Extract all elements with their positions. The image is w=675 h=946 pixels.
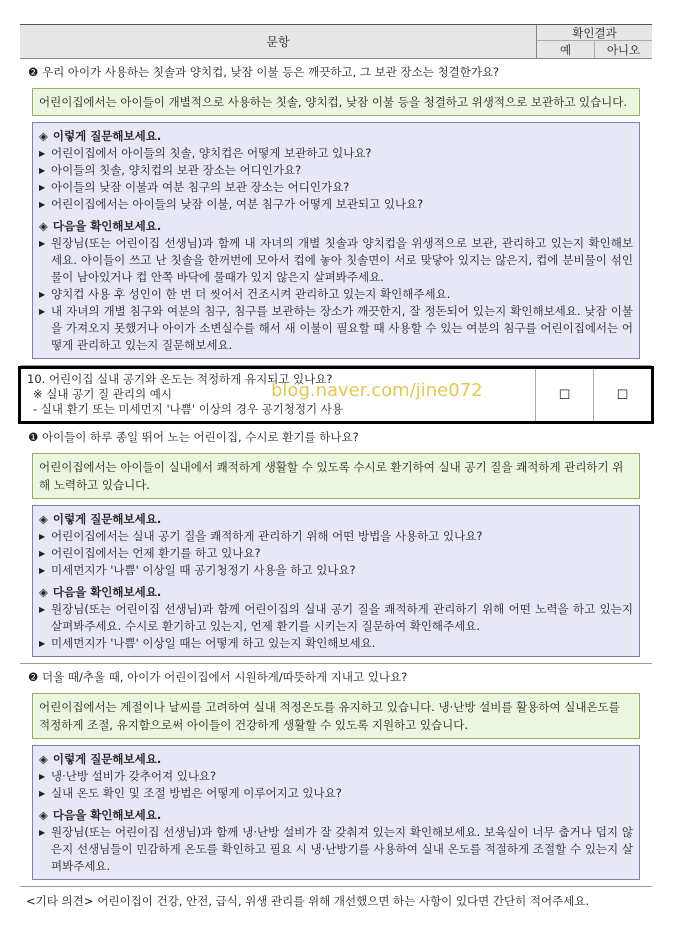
guide-box	[32, 122, 640, 359]
question-10-example: - 실내 환기 또는 미세먼지 '나쁨' 이상의 경우 공기청정기 사용	[33, 402, 343, 416]
table-header	[20, 25, 652, 59]
triangle-bullet-icon: ▶	[39, 639, 46, 648]
triangle-bullet-icon: ▶	[39, 566, 46, 575]
header-result	[537, 25, 652, 58]
list-item: ▶ 아이들의 낮잠 이불과 여분 침구의 보관 장소는 어디인가요?	[39, 180, 350, 194]
answer-box: 어린이집에서는 아이들이 실내에서 쾌적하게 생활할 수 있도록 수시로 환기하여 실내 공기 질을 쾌적하게 관리하기 위해 노력하고 있습니다.	[32, 453, 640, 499]
header-item: 문항	[20, 25, 537, 58]
list-item: ▶ 어린이집에서는 아이들의 낮잠 이불, 여분 침구가 어떻게 보관되고 있나요?	[39, 197, 424, 211]
check-title: ◈ 다음을 확인해보세요.	[39, 219, 162, 233]
answer-box: 어린이집에서는 아이들이 개별적으로 사용하는 칫솔, 양치컵, 낮잠 이불 등을 청결하고 위생적으로 보관하고 있습니다.	[32, 88, 640, 116]
guide-box	[32, 745, 640, 880]
list-item: ▶ 아이들의 칫솔, 양치컵의 보관 장소는 어디인가요?	[39, 163, 302, 177]
other-opinions	[20, 887, 652, 915]
list-item: ▶ 원장님(또는 어린이집 선생님)과 함께 내 자녀의 개별 칫솔과 양치컵을 위생적으로 보관, 관리하고 있는지 확인해보세요. 아이들이 쓰고 난 칫솔을 한꺼번에 모아서 컵에 놓아 칫솔면이 서로 맞닿아 있지는 않은지, 컵에 분비물이 섞인 물이 남아있거나 컵 안쪽 바닥에 물때가 있지 않은지 살펴봐주세요.	[39, 236, 633, 284]
list-item: ▶ 어린이집에서는 실내 공기 질을 쾌적하게 관리하기 위해 어떤 방법을 사용하고 있나요?	[39, 529, 483, 543]
list-item: ▶ 미세먼지가 '나쁨' 이상일 때는 어떻게 하고 있는지 확인해보세요.	[39, 636, 376, 650]
question-10-text	[21, 369, 535, 421]
triangle-bullet-icon: ▶	[39, 200, 46, 209]
section-temperature	[20, 664, 652, 887]
question: ❶ 아이들이 하루 종일 뛰어 노는 어린이집, 수시로 환기를 하나요?	[28, 430, 359, 444]
guide-box	[32, 505, 640, 657]
section-ventilation	[20, 424, 652, 664]
diamond-icon: ◈	[39, 585, 48, 599]
question: ❷ 더울 때/추울 때, 아이가 어린이집에서 시원하게/따뜻하게 지내고 있나요?	[28, 670, 408, 684]
section-toothbrush	[20, 59, 652, 366]
triangle-bullet-icon: ▶	[39, 183, 46, 192]
question-10-title: 10. 어린이집 실내 공기와 온도는 적정하게 유지되고 있나요?	[27, 372, 333, 386]
list-item: ▶ 어린이집에서 아이들의 칫솔, 양치컵은 어떻게 보관하고 있나요?	[39, 146, 372, 160]
checkbox-no[interactable]: ☐	[593, 369, 651, 421]
triangle-bullet-icon: ▶	[39, 549, 46, 558]
list-item: ▶ 실내 온도 확인 및 조절 방법은 어떻게 이루어지고 있나요?	[39, 786, 342, 800]
triangle-bullet-icon: ▶	[39, 290, 46, 299]
other-opinions-label: <기타 의견>	[26, 894, 94, 908]
triangle-bullet-icon: ▶	[39, 149, 46, 158]
diamond-icon: ◈	[39, 219, 48, 233]
check-title: ◈ 다음을 확인해보세요.	[39, 585, 162, 599]
question-10-row	[18, 366, 654, 424]
checklist-table	[20, 24, 652, 915]
ask-title: ◈ 이렇게 질문해보세요.	[39, 129, 162, 143]
triangle-bullet-icon: ▶	[39, 307, 46, 316]
other-opinions-text: 어린이집이 건강, 안전, 급식, 위생 관리를 위해 개선했으면 하는 사항이 있다면 간단히 적어주세요.	[97, 894, 590, 908]
triangle-bullet-icon: ▶	[39, 772, 46, 781]
ask-title: ◈ 이렇게 질문해보세요.	[39, 752, 162, 766]
check-title: ◈ 다음을 확인해보세요.	[39, 808, 162, 822]
list-item: ▶ 양치컵 사용 후 성인이 한 번 더 씻어서 건조시켜 관리하고 있는지 확인해주세요.	[39, 287, 451, 301]
diamond-icon: ◈	[39, 752, 48, 766]
triangle-bullet-icon: ▶	[39, 239, 46, 248]
triangle-bullet-icon: ▶	[39, 789, 46, 798]
list-item: ▶ 원장님(또는 어린이집 선생님)과 함께 냉·난방 설비가 잘 갖춰져 있는지 확인해보세요. 보육실이 너무 춥거나 덥지 않은지 선생님들이 민감하게 온도를 확인하고 필요 시 냉·난방기를 사용하여 실내 온도를 적절하게 조절할 수 있는지 살펴봐주세요.	[39, 825, 633, 873]
triangle-bullet-icon: ▶	[39, 605, 46, 614]
watermark: blog.naver.com/jine072	[271, 380, 483, 401]
triangle-bullet-icon: ▶	[39, 532, 46, 541]
checkbox-yes[interactable]: ☐	[535, 369, 593, 421]
list-item: ▶ 미세먼지가 '나쁨' 이상일 때 공기청정기 사용을 하고 있나요?	[39, 563, 356, 577]
triangle-bullet-icon: ▶	[39, 828, 46, 837]
ask-title: ◈ 이렇게 질문해보세요.	[39, 512, 162, 526]
question: ❷ 우리 아이가 사용하는 칫솔과 양치컵, 낮잠 이불 등은 깨끗하고, 그 보관 장소는 청결한가요?	[28, 65, 500, 79]
triangle-bullet-icon: ▶	[39, 166, 46, 175]
list-item: ▶ 어린이집에서는 언제 환기를 하고 있나요?	[39, 546, 261, 560]
list-item: ▶ 내 자녀의 개별 침구와 여분의 침구, 침구를 보관하는 장소가 깨끗한지, 잘 정돈되어 있는지 확인해보세요. 낮잠 이불을 가져오지 못했거나 아이가 소변실수를 해서 새 이불이 필요할 때 사용할 수 있는 여분의 침구를 어린이집에서는 어떻게 관리하고 있는지 질문해보세요.	[39, 304, 633, 352]
list-item: ▶ 원장님(또는 어린이집 선생님)과 함께 어린이집의 실내 공기 질을 쾌적하게 관리하기 위해 어떤 노력을 하고 있는지 살펴봐주세요. 수시로 환기하고 있는지, 언제 환기를 시키는지 질문하여 확인해주세요.	[39, 602, 633, 633]
header-result-label: 확인결과	[537, 25, 652, 41]
header-no: 아니오	[606, 42, 641, 57]
list-item: ▶ 냉·난방 설비가 갖추어져 있나요?	[39, 769, 217, 783]
diamond-icon: ◈	[39, 512, 48, 526]
diamond-icon: ◈	[39, 129, 48, 143]
diamond-icon: ◈	[39, 808, 48, 822]
question-10-note: ※ 실내 공기 질 관리의 예시	[33, 387, 173, 401]
answer-box: 어린이집에서는 계절이나 날씨를 고려하여 실내 적정온도를 유지하고 있습니다. 냉·난방 설비를 활용하여 실내온도를 적정하게 조절, 유지함으로써 아이들이 건강하게 생활할 수 있도록 지원하고 있습니다.	[32, 693, 640, 739]
header-yes: 예	[537, 41, 595, 58]
